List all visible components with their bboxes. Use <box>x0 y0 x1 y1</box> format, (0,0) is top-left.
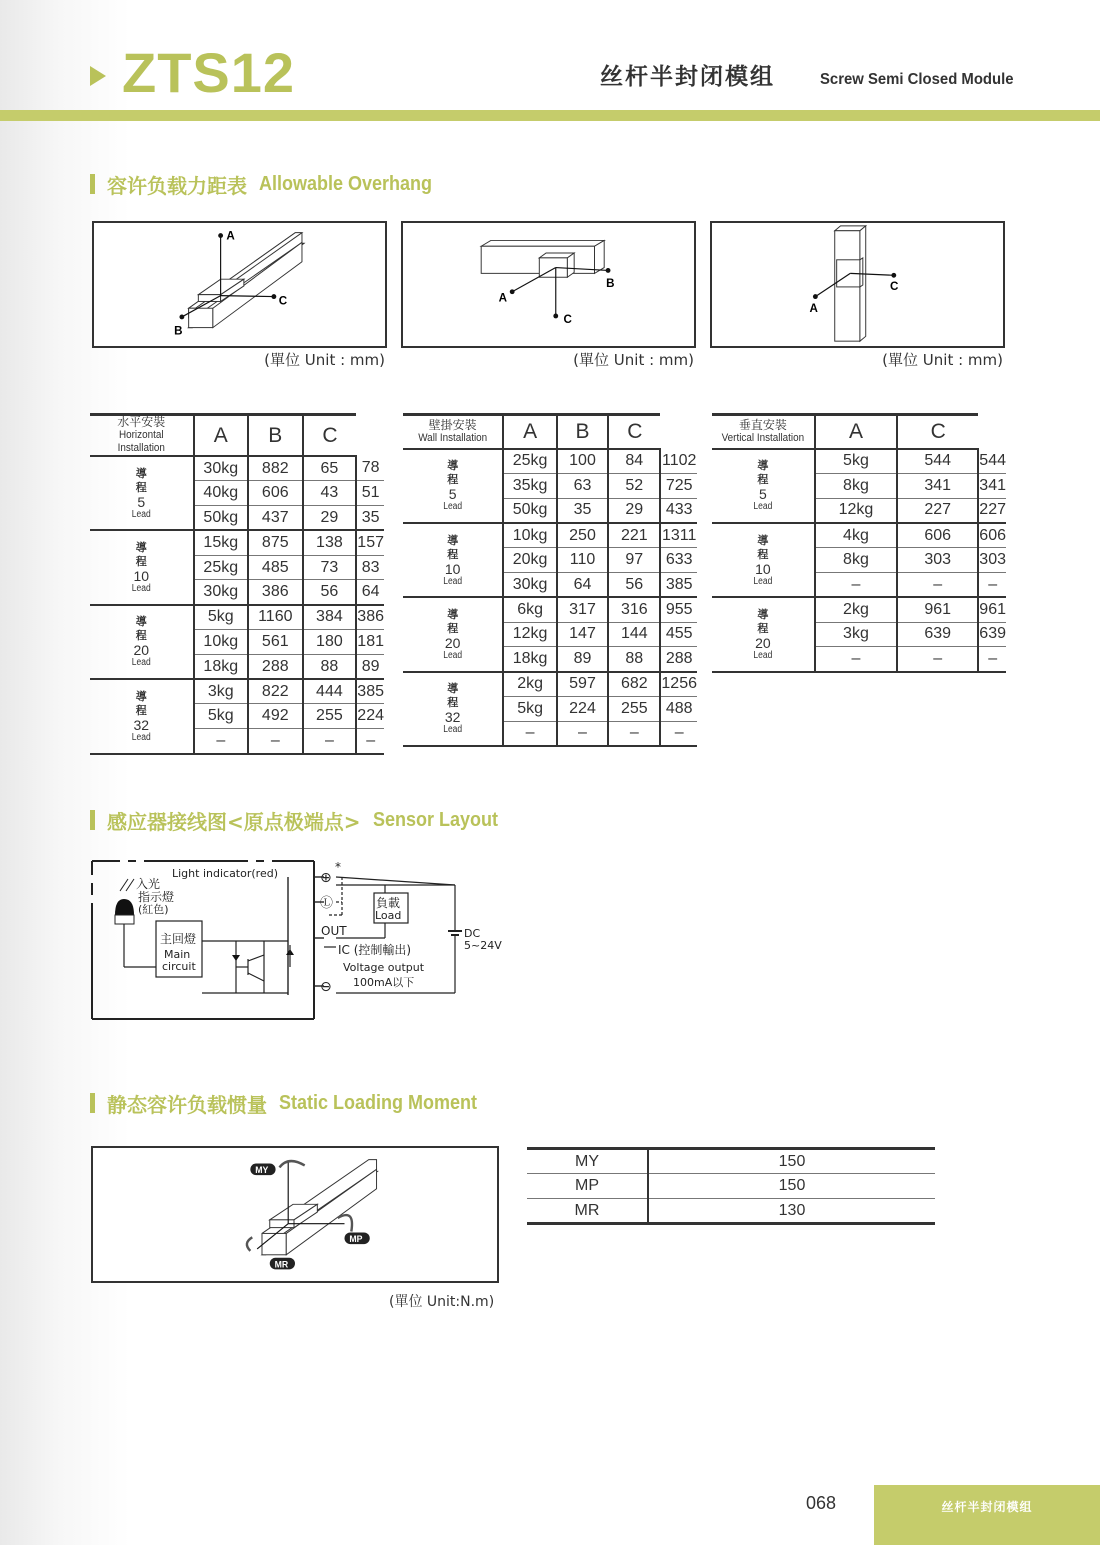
value-cell: 35 <box>356 506 384 531</box>
led-indicator-icon <box>115 899 134 915</box>
value-cell: 385 <box>660 572 697 597</box>
lead-cell: 導 程 10 Lead <box>403 523 503 597</box>
value-cell: 110 <box>557 548 608 573</box>
load-cell: – <box>815 647 897 672</box>
load-cell: 30kg <box>503 572 556 597</box>
value-cell: 317 <box>557 597 608 622</box>
value-cell: 144 <box>608 622 660 647</box>
value-cell: 341 <box>978 473 1006 498</box>
moment-value: 130 <box>648 1199 935 1224</box>
load-cell: – <box>815 572 897 597</box>
value-cell: 485 <box>248 555 302 580</box>
value-cell: – <box>248 729 302 754</box>
moment-key: MR <box>527 1199 648 1224</box>
value-cell: 384 <box>303 605 357 630</box>
light-cn-3: (紅色) <box>138 903 169 916</box>
column-header: C <box>608 415 660 449</box>
value-cell: 606 <box>978 523 1006 548</box>
moment-figure <box>93 1148 497 1281</box>
diagram-horizontal <box>92 221 387 348</box>
light-cn-1: 入光 <box>136 877 161 891</box>
value-cell: 875 <box>248 530 302 555</box>
load-cell: 2kg <box>503 672 556 697</box>
table-horizontal <box>90 413 384 755</box>
main-circuit-en-2: circuit <box>162 960 196 973</box>
table-row <box>712 597 1006 622</box>
value-cell: 303 <box>897 548 978 573</box>
terminal-asterisk: * <box>335 860 341 874</box>
install-header: 水平安裝 Horizontal Installation <box>90 415 194 457</box>
column-header: A <box>194 415 249 457</box>
value-cell: 56 <box>608 572 660 597</box>
dc-range-label: 5~24V <box>464 939 502 952</box>
value-cell: – <box>356 729 384 754</box>
section-title-cn: 静态容许负载惯量 <box>107 1092 267 1117</box>
lead-cell: 導 程 20 Lead <box>90 605 194 679</box>
unit-note: (單位 Unit : mm) <box>882 351 1003 369</box>
value-cell: 682 <box>608 672 660 697</box>
value-cell: 100 <box>557 449 608 474</box>
column-header: C <box>303 415 357 457</box>
install-header: 壁掛安裝 Wall Installation <box>403 415 503 449</box>
load-cell: 5kg <box>503 696 556 721</box>
load-cell: 12kg <box>815 498 897 523</box>
value-cell: 444 <box>303 679 357 704</box>
value-cell: 316 <box>608 597 660 622</box>
value-cell: 65 <box>303 456 357 481</box>
value-cell: 1160 <box>248 605 302 630</box>
value-cell: 52 <box>608 473 660 498</box>
terminal-minus-icon: ⊖ <box>320 979 332 995</box>
diagram-label: C <box>278 294 288 308</box>
value-cell: 437 <box>248 506 302 531</box>
value-cell: 385 <box>356 679 384 704</box>
value-cell: 561 <box>248 630 302 655</box>
table-row <box>90 605 384 630</box>
table-row <box>527 1199 935 1224</box>
value-cell: 961 <box>978 597 1006 622</box>
main-circuit-cn: 主回燈 <box>160 932 197 946</box>
value-cell: – <box>978 572 1006 597</box>
footer-label: 丝杆半封闭模组 <box>941 1500 1033 1514</box>
table-row <box>712 523 1006 548</box>
page-number: 068 <box>806 1493 837 1513</box>
column-header: C <box>897 415 978 449</box>
value-cell: – <box>557 721 608 746</box>
value-cell: 224 <box>356 704 384 729</box>
load-cell: 10kg <box>194 630 249 655</box>
value-cell: 633 <box>660 548 697 573</box>
section-marker <box>90 174 95 194</box>
table-row <box>90 679 384 704</box>
moment-value: 150 <box>648 1149 935 1174</box>
table-row <box>403 597 697 622</box>
diagram-label: A <box>498 291 508 305</box>
value-cell: 147 <box>557 622 608 647</box>
value-cell: 221 <box>608 523 660 548</box>
load-cell: 12kg <box>503 622 556 647</box>
lead-cell: 導 程 32 Lead <box>403 672 503 746</box>
lead-cell: 導 程 20 Lead <box>403 597 503 671</box>
terminal-l-icon: Ⓛ <box>320 896 334 911</box>
load-label-cn: 負載 <box>376 896 401 910</box>
table-row <box>403 672 697 697</box>
lead-cell: 導 程 32 Lead <box>90 679 194 753</box>
value-cell: 43 <box>303 481 357 506</box>
value-cell: 180 <box>303 630 357 655</box>
load-cell: 10kg <box>503 523 556 548</box>
value-cell: 138 <box>303 530 357 555</box>
section-heading-moment <box>90 1090 499 1116</box>
moment-label: MY <box>255 1165 269 1176</box>
diagram-label: C <box>889 279 899 293</box>
section-title-en: Static Loading Moment <box>279 1091 477 1114</box>
load-cell: 25kg <box>194 555 249 580</box>
value-cell: 288 <box>248 654 302 679</box>
product-title-en: Screw Semi Closed Module <box>820 71 1014 88</box>
value-cell: 492 <box>248 704 302 729</box>
value-cell: 29 <box>303 506 357 531</box>
value-cell: 288 <box>660 647 697 672</box>
value-cell: 341 <box>897 473 978 498</box>
unit-note: (單位 Unit : mm) <box>264 351 385 369</box>
load-cell: 20kg <box>503 548 556 573</box>
value-cell: 1311 <box>660 523 697 548</box>
product-title-cn: 丝杆半封闭模组 <box>600 64 775 90</box>
value-cell: 386 <box>356 605 384 630</box>
value-cell: 250 <box>557 523 608 548</box>
value-cell: 544 <box>978 449 1006 474</box>
value-cell: 64 <box>557 572 608 597</box>
diagram-label: A <box>226 229 235 243</box>
value-cell: 56 <box>303 580 357 605</box>
load-cell: 25kg <box>503 449 556 474</box>
load-cell: 50kg <box>194 506 249 531</box>
value-cell: 84 <box>608 449 660 474</box>
value-cell: 88 <box>303 654 357 679</box>
out-label: OUT <box>321 924 347 938</box>
value-cell: – <box>303 729 357 754</box>
section-marker <box>90 810 95 830</box>
section-heading-overhang <box>90 171 451 197</box>
value-cell: 73 <box>303 555 357 580</box>
install-header: 垂直安裝 Vertical Installation <box>712 415 815 449</box>
value-cell: 88 <box>608 647 660 672</box>
value-cell: 227 <box>978 498 1006 523</box>
load-cell: – <box>503 721 556 746</box>
diagram-vertical <box>710 221 1005 348</box>
lead-cell: 導 程 5 Lead <box>90 456 194 530</box>
diagram-label: B <box>174 324 183 338</box>
load-label-en: Load <box>375 909 402 922</box>
load-cell: – <box>194 729 249 754</box>
load-cell: 5kg <box>194 704 249 729</box>
moment-value: 150 <box>648 1174 935 1199</box>
value-cell: 227 <box>897 498 978 523</box>
lead-cell: 導 程 20 Lead <box>712 597 815 671</box>
value-cell: 606 <box>248 481 302 506</box>
load-cell: 30kg <box>194 580 249 605</box>
section-title-cn: 感应器接线图<原点极端点> <box>107 809 361 834</box>
section-marker <box>90 1093 95 1113</box>
value-cell: 35 <box>557 498 608 523</box>
lead-cell: 導 程 10 Lead <box>712 523 815 597</box>
value-cell: 181 <box>356 630 384 655</box>
value-cell: 725 <box>660 473 697 498</box>
load-cell: 2kg <box>815 597 897 622</box>
value-cell: 255 <box>303 704 357 729</box>
value-cell: – <box>660 721 697 746</box>
load-cell: 3kg <box>194 679 249 704</box>
load-cell: 15kg <box>194 530 249 555</box>
light-indicator-label: Light indicator(red) <box>172 867 278 880</box>
terminal-plus-icon: ⊕ <box>320 870 332 886</box>
moment-diagram <box>91 1146 499 1283</box>
value-cell: 1102 <box>660 449 697 474</box>
table-vertical <box>712 413 1006 673</box>
load-cell: 5kg <box>815 449 897 474</box>
value-cell: 224 <box>557 696 608 721</box>
table-row <box>527 1149 935 1174</box>
load-cell: 8kg <box>815 548 897 573</box>
value-cell: 29 <box>608 498 660 523</box>
load-cell: 6kg <box>503 597 556 622</box>
load-cell: 18kg <box>194 654 249 679</box>
value-cell: 455 <box>660 622 697 647</box>
voltage-output-label: Voltage output <box>343 961 425 974</box>
value-cell: 97 <box>608 548 660 573</box>
wall-install-figure <box>403 223 694 346</box>
value-cell: 606 <box>897 523 978 548</box>
table-row <box>90 456 384 481</box>
value-cell: 433 <box>660 498 697 523</box>
value-cell: 488 <box>660 696 697 721</box>
table-row <box>403 523 697 548</box>
value-cell: 78 <box>356 456 384 481</box>
lead-cell: 導 程 5 Lead <box>403 449 503 523</box>
lead-cell: 導 程 5 Lead <box>712 449 815 523</box>
value-cell: 597 <box>557 672 608 697</box>
table-wall <box>403 413 697 747</box>
load-cell: 8kg <box>815 473 897 498</box>
table-row <box>403 449 697 474</box>
value-cell: 1256 <box>660 672 697 697</box>
diagram-label: C <box>563 312 572 326</box>
main-circuit-en-1: Main <box>164 948 191 961</box>
moment-key: MY <box>527 1149 648 1174</box>
section-title-en: Sensor Layout <box>372 808 498 831</box>
value-cell: 822 <box>248 679 302 704</box>
lead-cell: 導 程 10 Lead <box>90 530 194 604</box>
value-cell: 639 <box>897 622 978 647</box>
value-cell: – <box>978 647 1006 672</box>
load-cell: 4kg <box>815 523 897 548</box>
dc-label: DC <box>464 927 481 940</box>
table-row <box>90 530 384 555</box>
moment-table <box>527 1147 935 1225</box>
moment-label: MR <box>274 1259 289 1270</box>
diagram-label: B <box>606 276 615 290</box>
diagram-wall <box>401 221 696 348</box>
column-header: B <box>557 415 608 449</box>
load-cell: 3kg <box>815 622 897 647</box>
value-cell: 89 <box>557 647 608 672</box>
load-cell: 30kg <box>194 456 249 481</box>
value-cell: 89 <box>356 654 384 679</box>
table-row <box>527 1174 935 1199</box>
value-cell: – <box>608 721 660 746</box>
value-cell: 639 <box>978 622 1006 647</box>
header-divider <box>0 110 1100 121</box>
model-title: ZTS12 <box>122 41 296 104</box>
load-cell: 35kg <box>503 473 556 498</box>
section-title-en: Allowable Overhang <box>259 172 433 195</box>
moment-label: MP <box>349 1234 363 1245</box>
column-header: A <box>815 415 897 449</box>
horizontal-install-figure <box>94 223 385 346</box>
value-cell: 255 <box>608 696 660 721</box>
load-cell: 50kg <box>503 498 556 523</box>
value-cell: 955 <box>660 597 697 622</box>
sensor-wiring-diagram <box>88 855 508 1025</box>
diagram-label: A <box>809 302 818 316</box>
value-cell: 83 <box>356 555 384 580</box>
vertical-install-figure <box>712 223 1003 346</box>
value-cell: 961 <box>897 597 978 622</box>
value-cell: – <box>897 572 978 597</box>
ic-label: IC (控制輸出) <box>338 943 412 957</box>
section-title-cn: 容许负载力距表 <box>107 173 247 198</box>
value-cell: 51 <box>356 481 384 506</box>
value-cell: 64 <box>356 580 384 605</box>
column-header: A <box>503 415 556 449</box>
load-cell: 5kg <box>194 605 249 630</box>
value-cell: 63 <box>557 473 608 498</box>
current-label: 100mA以下 <box>353 976 415 989</box>
moment-unit-note: (單位 Unit:N.m) <box>389 1294 495 1310</box>
table-row <box>712 449 1006 474</box>
value-cell: 544 <box>897 449 978 474</box>
column-header: B <box>248 415 302 457</box>
light-cn-2: 指示燈 <box>138 890 175 904</box>
title-arrow-icon <box>90 66 106 86</box>
value-cell: 157 <box>356 530 384 555</box>
load-cell: 40kg <box>194 481 249 506</box>
value-cell: 882 <box>248 456 302 481</box>
value-cell: 303 <box>978 548 1006 573</box>
load-cell: 18kg <box>503 647 556 672</box>
value-cell: 386 <box>248 580 302 605</box>
value-cell: – <box>897 647 978 672</box>
section-heading-sensor <box>90 807 511 833</box>
unit-note: (單位 Unit : mm) <box>573 351 694 369</box>
moment-key: MP <box>527 1174 648 1199</box>
